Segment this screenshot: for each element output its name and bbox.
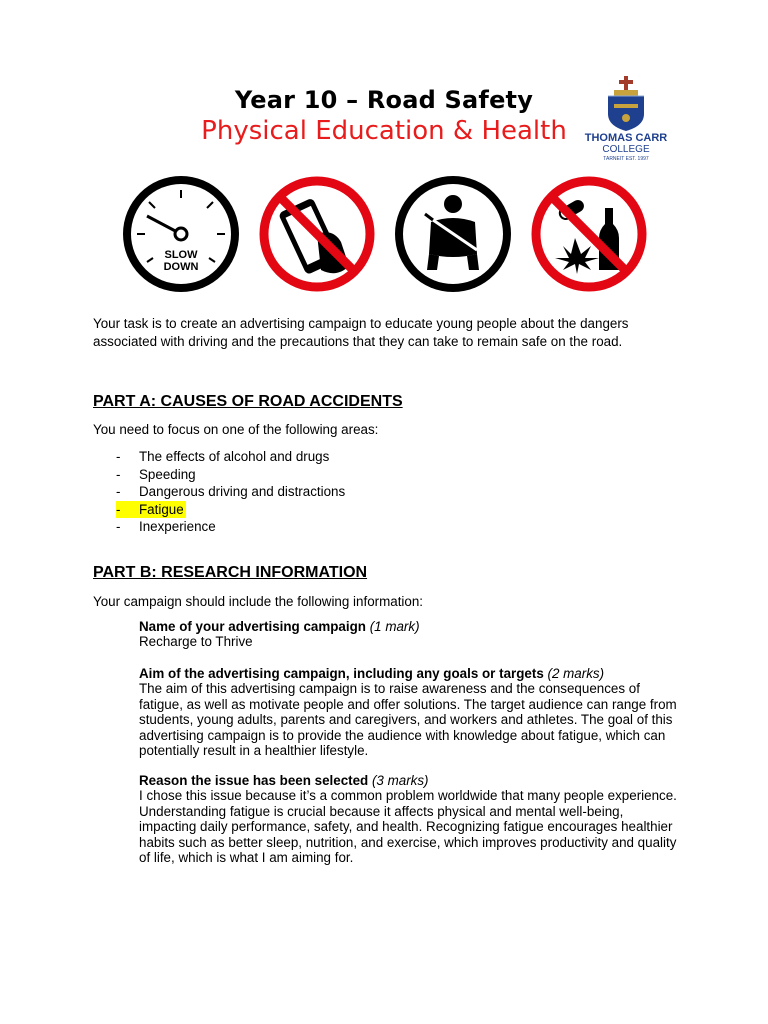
part-a-prompt: You need to focus on one of the following areas:: [93, 422, 379, 437]
no-drugs-alcohol-icon: [527, 174, 651, 294]
section-answer: Recharge to Thrive: [139, 634, 253, 650]
no-phone-icon: [255, 174, 379, 294]
page-title: Year 10 – Road Safety: [234, 86, 534, 114]
logo-name: THOMAS CARR: [584, 132, 668, 144]
list-item: - Inexperience: [116, 519, 216, 535]
list-item: - The effects of alcohol and drugs: [116, 449, 330, 464]
section-label: Aim of the advertising campaign, including any goals or targets: [139, 666, 544, 681]
speedometer-label-top: SLOW: [164, 249, 198, 261]
section-marks: (2 marks): [547, 666, 605, 681]
seatbelt-icon: [391, 174, 515, 294]
section-answer: I chose this issue because it’s a common problem worldwide that many people experience. Understanding fatigue is crucial because it affects physical and mental well-being, impacting daily performance, safety, and health. Recognizing fatigue encourages healthier habits such as better sleep, nutrition, and exercise, which improves productivity and quality of life, which is what I am aiming for.: [139, 788, 677, 866]
part-a-heading: PART A: CAUSES OF ROAD ACCIDENTS: [93, 393, 403, 410]
speedometer-label-bottom: DOWN: [163, 261, 199, 273]
college-crest-icon: [568, 70, 684, 132]
section-marks: (3 marks): [371, 773, 429, 788]
college-logo: [568, 70, 684, 170]
road-safety-icons: [119, 174, 653, 294]
section-label: Reason the issue has been selected: [139, 773, 369, 788]
list-item-highlighted: - Fatigue: [116, 501, 186, 519]
section-answer: The aim of this advertising campaign is to raise awareness and the consequences of fatigue, as well as motivate people and offer solutions. The target audience can range from students, young adults, parents and caregivers, and workers and athletes. The goal of this advertising campaign is to provide the audience with knowledge about fatigue, which can potentially result in a healthier lifestyle.: [139, 681, 677, 759]
logo-name-line2: COLLEGE: [602, 144, 650, 155]
part-b-heading: PART B: RESEARCH INFORMATION: [93, 564, 368, 581]
part-b-prompt: Your campaign should include the following information:: [93, 594, 424, 609]
list-item: - Dangerous driving and distractions: [116, 484, 346, 500]
campaign-name-section: [139, 619, 679, 650]
focus-area-list: [116, 448, 345, 536]
section-label: Name of your advertising campaign: [139, 619, 366, 634]
campaign-aim-section: [139, 666, 679, 758]
speedometer-icon: [119, 174, 243, 294]
issue-reason-section: [139, 773, 679, 865]
list-item: - Speeding: [116, 466, 196, 482]
logo-motto: TARNEIT EST. 1997: [603, 156, 649, 162]
task-intro: Your task is to create an advertising campaign to educate young people about the dangers associated with driving and the precautions that they can take to remain safe on the road.: [93, 316, 629, 349]
page-subtitle: Physical Education & Health: [201, 116, 567, 146]
section-marks: (1 mark): [369, 619, 420, 634]
